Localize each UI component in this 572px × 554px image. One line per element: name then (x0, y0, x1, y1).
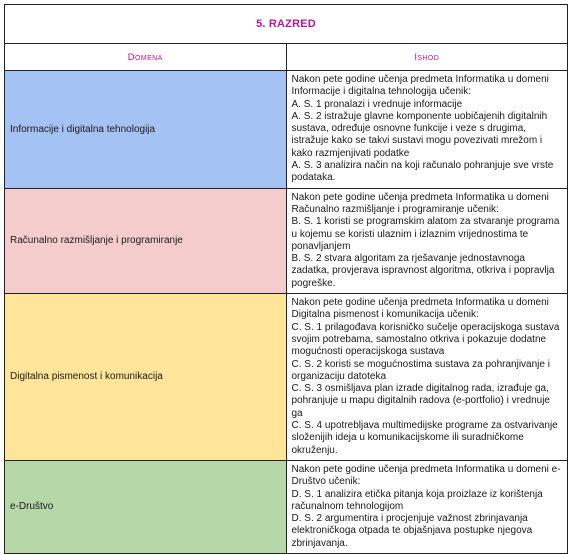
outcome-item: D. S. 1 analizira etička pitanja koja proizlaze iz korištenja računalnom tehnologijom (291, 488, 543, 512)
outcome-item: B. S. 1 koristi se programskim alatom za stvaranje programa u kojemu se koristi ulaznim i izlaznim vrijednostima te ponavljanjem (291, 216, 560, 252)
outcome-cell (286, 188, 568, 293)
outcome-item: C. S. 1 prilagođava korisničko sučelje operacijskoga sustava svojim potrebama, samostalno otkriva i pokazuje dodatne mogućnosti operacijskoga sustava (291, 321, 560, 358)
outcome-intro: Nakon pete godine učenja predmeta Informatika u domeni Digitalna pismenost i komunikacija učenik: (291, 297, 549, 321)
outcome-item: C. S. 3 osmišljava plan izrade digitalnog rada, izrađuje ga, pohranjuje u mapu digitalnih radova (e-portfolio) i vrednuje ga (291, 383, 550, 419)
outcome-cell (286, 460, 568, 553)
header-row (5, 44, 568, 71)
outcome-item: B. S. 2 stvara algoritam za rješavanje jednostavnoga zadatka, provjerava ispravnost algoritma, otkriva i popravlja pogreške. (291, 253, 555, 289)
outcome-cell (286, 71, 568, 189)
outcome-intro: Nakon pete godine učenja predmeta Informatika u domeni Informacije i digitalna tehnologija učenik: (291, 74, 549, 98)
domain-column-header: Domena (5, 44, 287, 71)
outcome-item: D. S. 2 argumentira i procjenjuje važnost zbrinjavanja elektroničkoga otpada te objašnjava postupke njegova zbrinjavanja. (291, 513, 533, 549)
curriculum-table (4, 4, 568, 554)
table-row (5, 460, 568, 553)
table-row (5, 188, 568, 293)
domain-cell: Računalno razmišljanje i programiranje (5, 188, 287, 293)
outcome-item: C. S. 4 upotrebljava multimedijske programe za ostvarivanje složenijih ideja u komunikacijskome ili suradničkome okruženju. (291, 420, 558, 456)
title-row (5, 5, 568, 44)
outcome-item: A. S. 3 analizira način na koji računalo pohranjuje sve vrste podataka. (291, 160, 554, 184)
outcome-cell (286, 294, 568, 461)
outcome-intro: Nakon pete godine učenja predmeta Informatika u domeni e-Društvo učenik: (291, 463, 561, 488)
table-row (5, 71, 568, 189)
outcome-item: A. S. 2 istražuje glavne komponente uobičajenih digitalnih sustava, određuje osnovne funkcije i veze s drugima, istražuje kako se takvi sustavi mogu povezivati mrežom i kako razmjenjivati podatke (291, 110, 548, 159)
table-title: 5. RAZRED (5, 5, 568, 44)
outcome-intro: Nakon pete godine učenja predmeta Informatika u domeni Računalno razmišljanje i programiranje učenik: (291, 191, 549, 215)
outcome-item: A. S. 1 pronalazi i vrednuje informacije (291, 98, 463, 110)
outcome-column-header: Ishod (286, 44, 568, 71)
outcome-item: C. S. 2 koristi se mogućnostima sustava za pohranjivanje i organizaciju datoteka (291, 358, 550, 382)
domain-cell: e-Društvo (5, 460, 287, 553)
domain-cell: Informacije i digitalna tehnologija (5, 71, 287, 189)
table-row (5, 294, 568, 461)
domain-cell: Digitalna pismenost i komunikacija (5, 294, 287, 461)
